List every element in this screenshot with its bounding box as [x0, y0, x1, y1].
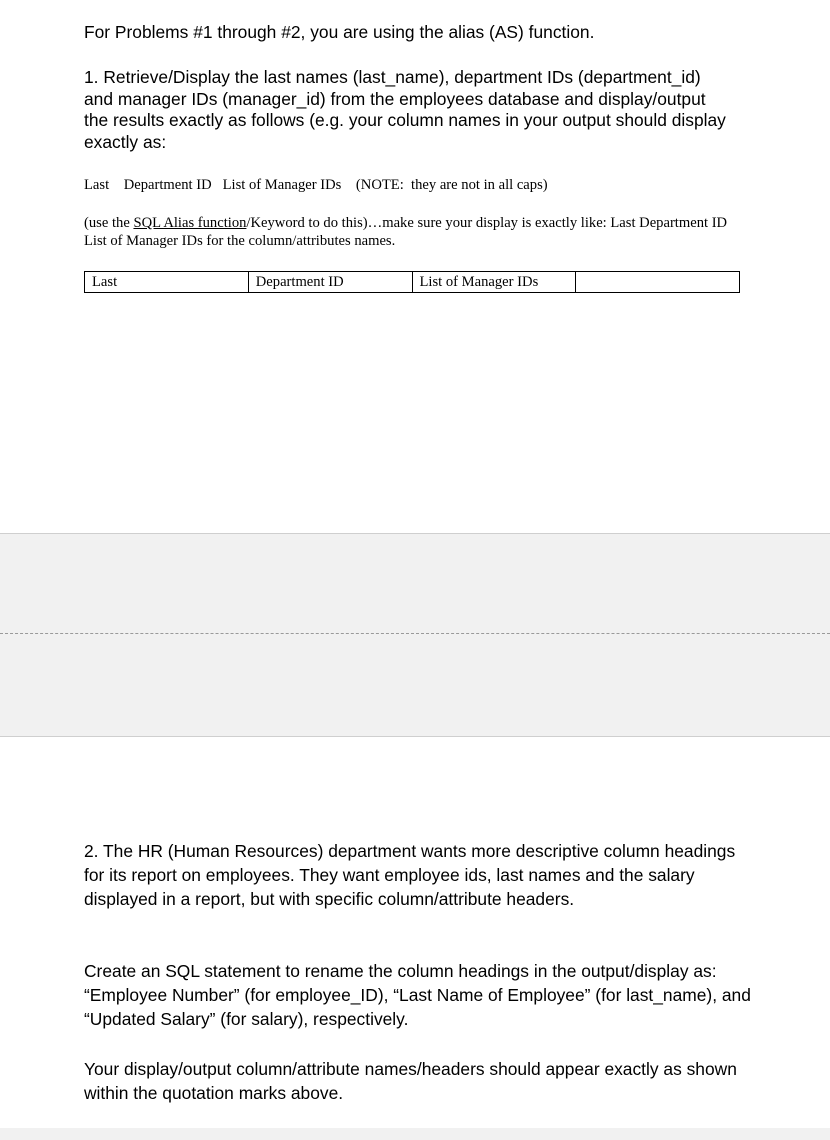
instructions-suffix: /Keyword to do this)…make sure your display is exactly like: Last Department ID List of Manager IDs for the column/attributes names. [84, 215, 728, 249]
problem-2-create-statement: Create an SQL statement to rename the column headings in the output/display as: “Employee Number” (for employee_ID), “Last Name of Employee” (for last_name), and “Updated Salary” (for salary), respectively. [84, 961, 751, 1029]
problem-2-question: 2. The HR (Human Resources) department wants more descriptive column headings for its report on employees. They want employee ids, last names and the salary displayed in a report, but with specific column/attribute headers. [84, 841, 736, 909]
problem-1-question: 1. Retrieve/Display the last names (last_name), department IDs (department_id) and manager IDs (manager_id) from the employees database and display/output the results exactly as follows (e.g. your column names in your output should display exactly as: [84, 67, 726, 152]
instructions-prefix: (use the [84, 215, 134, 231]
intro-text: For Problems #1 through #2, you are using the alias (AS) function. [84, 22, 595, 42]
problem-1-columns-line: Last Department ID List of Manager IDs (NOTE: they are not in all caps) [84, 177, 548, 193]
document-page-2 [0, 737, 830, 1128]
problem-1-column-header-table [84, 271, 740, 293]
table-cell-list-of-manager-ids: List of Manager IDs [412, 272, 576, 293]
problem-2-display-note: Your display/output column/attribute names/headers should appear exactly as shown within the quotation marks above. [84, 1059, 737, 1103]
table-cell-empty [576, 272, 740, 293]
page-gap [0, 533, 830, 737]
table-cell-last: Last [85, 272, 249, 293]
document-page-1 [0, 0, 830, 533]
problem-1-instructions [84, 215, 744, 250]
table-cell-department-id: Department ID [248, 272, 412, 293]
table-row [85, 272, 740, 293]
sql-alias-function-link[interactable]: SQL Alias function [133, 215, 247, 231]
page-break-divider [0, 633, 830, 634]
bottom-page-gap [0, 1128, 830, 1140]
